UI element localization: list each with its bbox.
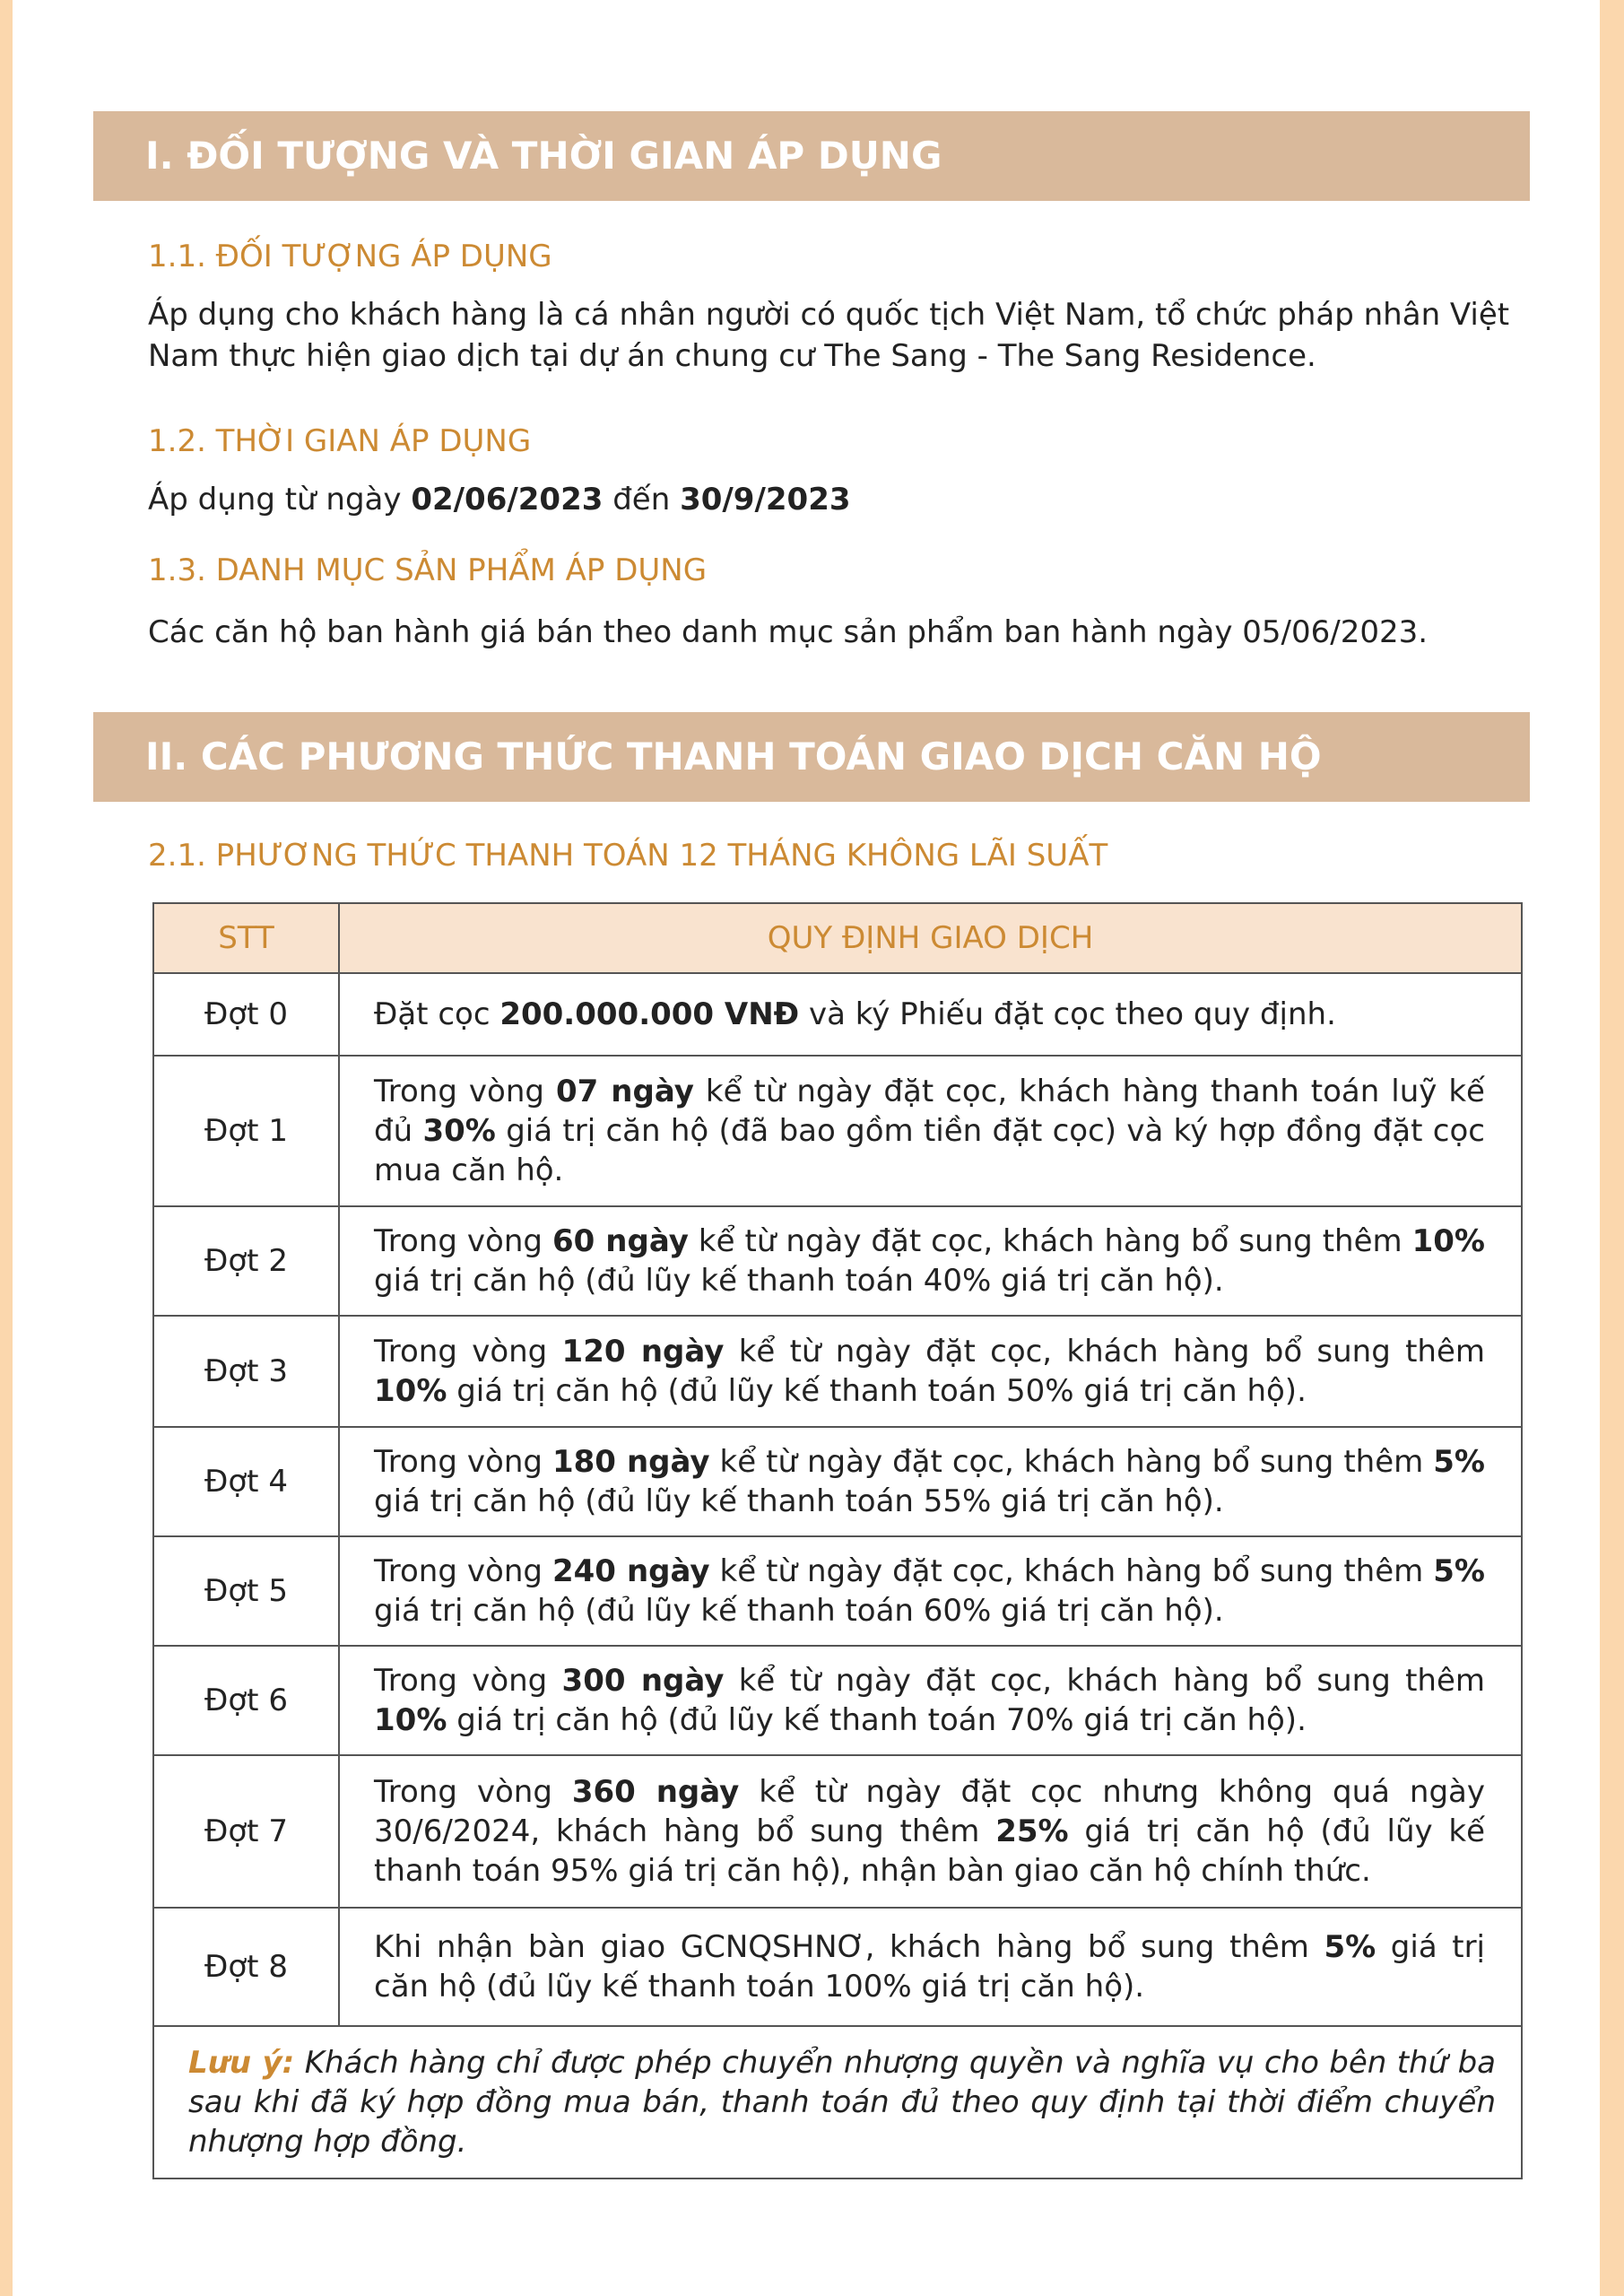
row-text-b2: 30% (422, 1113, 496, 1149)
table-row (153, 1646, 1522, 1755)
row-text-b1: 120 ngày (561, 1334, 725, 1370)
row-description (339, 973, 1522, 1056)
row-text-c: và ký Phiếu đặt cọc theo quy định. (799, 996, 1336, 1032)
row-text-a: Đặt cọc (374, 996, 500, 1032)
row-text-c: kể từ ngày đặt cọc, khách hàng bổ sung thêm (709, 1444, 1434, 1480)
row-text-b2: 10% (374, 1373, 447, 1409)
row-text-d: giá trị căn hộ (đủ lũy kế thanh toán 60% giá trị căn hộ). (374, 1593, 1224, 1629)
row-stt: Đợt 4 (153, 1427, 339, 1536)
row-text-d: giá trị căn hộ (đủ lũy kế thanh toán 70% giá trị căn hộ). (447, 1702, 1307, 1738)
row-text-b2: 10% (374, 1702, 447, 1738)
row-text-b2: 25% (995, 1813, 1069, 1849)
table-row (153, 1427, 1522, 1536)
end-date: 30/9/2023 (680, 482, 851, 517)
row-text-c: kể từ ngày đặt cọc, khách hàng bổ sung thêm (724, 1334, 1486, 1370)
table-row (153, 1536, 1522, 1646)
row-description (339, 1755, 1522, 1908)
row-stt: Đợt 2 (153, 1206, 339, 1316)
note-row (153, 2026, 1522, 2179)
subsection-1-2-text (148, 479, 1547, 520)
row-stt: Đợt 8 (153, 1908, 339, 2026)
table-row (153, 973, 1522, 1056)
row-text-b1: 5% (1324, 1929, 1376, 1965)
row-text-b1: 60 ngày (551, 1223, 689, 1259)
table-row (153, 1056, 1522, 1206)
row-text-a: Trong vòng (374, 1334, 562, 1370)
subsection-1-1-text: Áp dụng cho khách hàng là cá nhân người có quốc tịch Việt Nam, tổ chức pháp nhân Việt Nam thực hiện giao dịch tại dự án chung cư The Sang - The Sang Residence. (148, 297, 1510, 374)
row-text-a: Trong vòng (374, 1444, 552, 1480)
subsection-1-1-title: 1.1. ĐỐI TƯỢNG ÁP DỤNG (148, 239, 552, 274)
row-text-a: Trong vòng (374, 1074, 556, 1109)
section-1-heading: I. ĐỐI TƯỢNG VÀ THỜI GIAN ÁP DỤNG (93, 111, 1530, 201)
table-body (153, 973, 1522, 2026)
row-stt: Đợt 5 (153, 1536, 339, 1646)
row-text-b1: 180 ngày (551, 1444, 710, 1480)
section-2-heading: II. CÁC PHƯƠNG THỨC THANH TOÁN GIAO DỊCH CĂN HỘ (93, 712, 1530, 802)
row-description (339, 1206, 1522, 1316)
date-mid: đến (603, 482, 681, 517)
row-text-c: kể từ ngày đặt cọc, khách hàng thanh toán luỹ kế đủ (374, 1074, 1485, 1149)
row-text-c: kể từ ngày đặt cọc, khách hàng bổ sung thêm (688, 1223, 1412, 1259)
row-text-b1: 360 ngày (571, 1774, 740, 1810)
row-text-d: giá trị căn hộ (đủ lũy kế thanh toán 50% giá trị căn hộ). (447, 1373, 1307, 1409)
row-text-b1: 07 ngày (555, 1074, 694, 1109)
row-text-b2: 10% (1411, 1223, 1485, 1259)
row-text-d: giá trị căn hộ (đủ lũy kế thanh toán 40% giá trị căn hộ). (374, 1263, 1224, 1299)
row-stt: Đợt 0 (153, 973, 339, 1056)
row-description (339, 1316, 1522, 1427)
table-row (153, 1316, 1522, 1427)
subsection-1-3-title: 1.3. DANH MỤC SẢN PHẨM ÁP DỤNG (148, 552, 708, 588)
row-text-a: Trong vòng (374, 1774, 572, 1810)
row-description (339, 1646, 1522, 1755)
payment-schedule-table (152, 902, 1523, 2179)
row-text-b2: 5% (1433, 1444, 1485, 1480)
row-stt: Đợt 1 (153, 1056, 339, 1206)
header-rule: QUY ĐỊNH GIAO DỊCH (339, 903, 1522, 973)
note-text: Khách hàng chỉ được phép chuyển nhượng quyền và nghĩa vụ cho bên thứ ba sau khi đã ký hợp đồng mua bán, thanh toán đủ theo quy định tại thời điểm chuyển nhượng hợp đồng. (188, 2045, 1497, 2160)
row-stt: Đợt 3 (153, 1316, 339, 1427)
row-text-c: kể từ ngày đặt cọc, khách hàng bổ sung thêm (724, 1663, 1486, 1699)
table-row (153, 1755, 1522, 1908)
document-page (13, 0, 1600, 2296)
row-text-b1: 240 ngày (551, 1553, 710, 1589)
row-description (339, 1427, 1522, 1536)
row-text-b1: 300 ngày (561, 1663, 725, 1699)
row-description (339, 1536, 1522, 1646)
row-text-d: giá trị căn hộ (đã bao gồm tiền đặt cọc) và ký hợp đồng đặt cọc mua căn hộ. (374, 1113, 1485, 1188)
row-text-a: Trong vòng (374, 1223, 552, 1259)
table-row (153, 1206, 1522, 1316)
subsection-2-1-title: 2.1. PHƯƠNG THỨC THANH TOÁN 12 THÁNG KHÔNG LÃI SUẤT (148, 838, 1108, 874)
row-text-c: kể từ ngày đặt cọc nhưng không quá ngày 30/6/2024, khách hàng bổ sung thêm (374, 1774, 1485, 1849)
row-text-d: giá trị căn hộ (đủ lũy kế thanh toán 95% giá trị căn hộ), nhận bàn giao căn hộ chính thức. (374, 1813, 1486, 1889)
row-text-b2: 5% (1433, 1553, 1485, 1589)
subsection-1-3-text: Các căn hộ ban hành giá bán theo danh mục sản phẩm ban hành ngày 05/06/2023. (148, 614, 1429, 650)
row-text-d: giá trị căn hộ (đủ lũy kế thanh toán 55% giá trị căn hộ). (374, 1483, 1224, 1519)
row-text-b1: 200.000.000 VNĐ (499, 996, 800, 1032)
header-stt: STT (153, 903, 339, 973)
note-label: Lưu ý: (188, 2045, 295, 2081)
row-description (339, 1056, 1522, 1206)
row-stt: Đợt 6 (153, 1646, 339, 1755)
row-description (339, 1908, 1522, 2026)
row-text-a: Khi nhận bàn giao GCNQSHNƠ, khách hàng bổ sung thêm (374, 1929, 1324, 1965)
subsection-1-2-title: 1.2. THỜI GIAN ÁP DỤNG (148, 423, 532, 459)
date-prefix: Áp dụng từ ngày (148, 482, 412, 517)
row-stt: Đợt 7 (153, 1755, 339, 1908)
row-text-c: kể từ ngày đặt cọc, khách hàng bổ sung thêm (709, 1553, 1434, 1589)
start-date: 02/06/2023 (411, 482, 604, 517)
table-header-row (153, 903, 1522, 973)
note-cell (153, 2026, 1522, 2179)
row-text-a: Trong vòng (374, 1553, 552, 1589)
table-row (153, 1908, 1522, 2026)
row-text-a: Trong vòng (374, 1663, 562, 1699)
row-text-c: giá trị căn hộ (đủ lũy kế thanh toán 100% giá trị căn hộ). (374, 1929, 1486, 2005)
